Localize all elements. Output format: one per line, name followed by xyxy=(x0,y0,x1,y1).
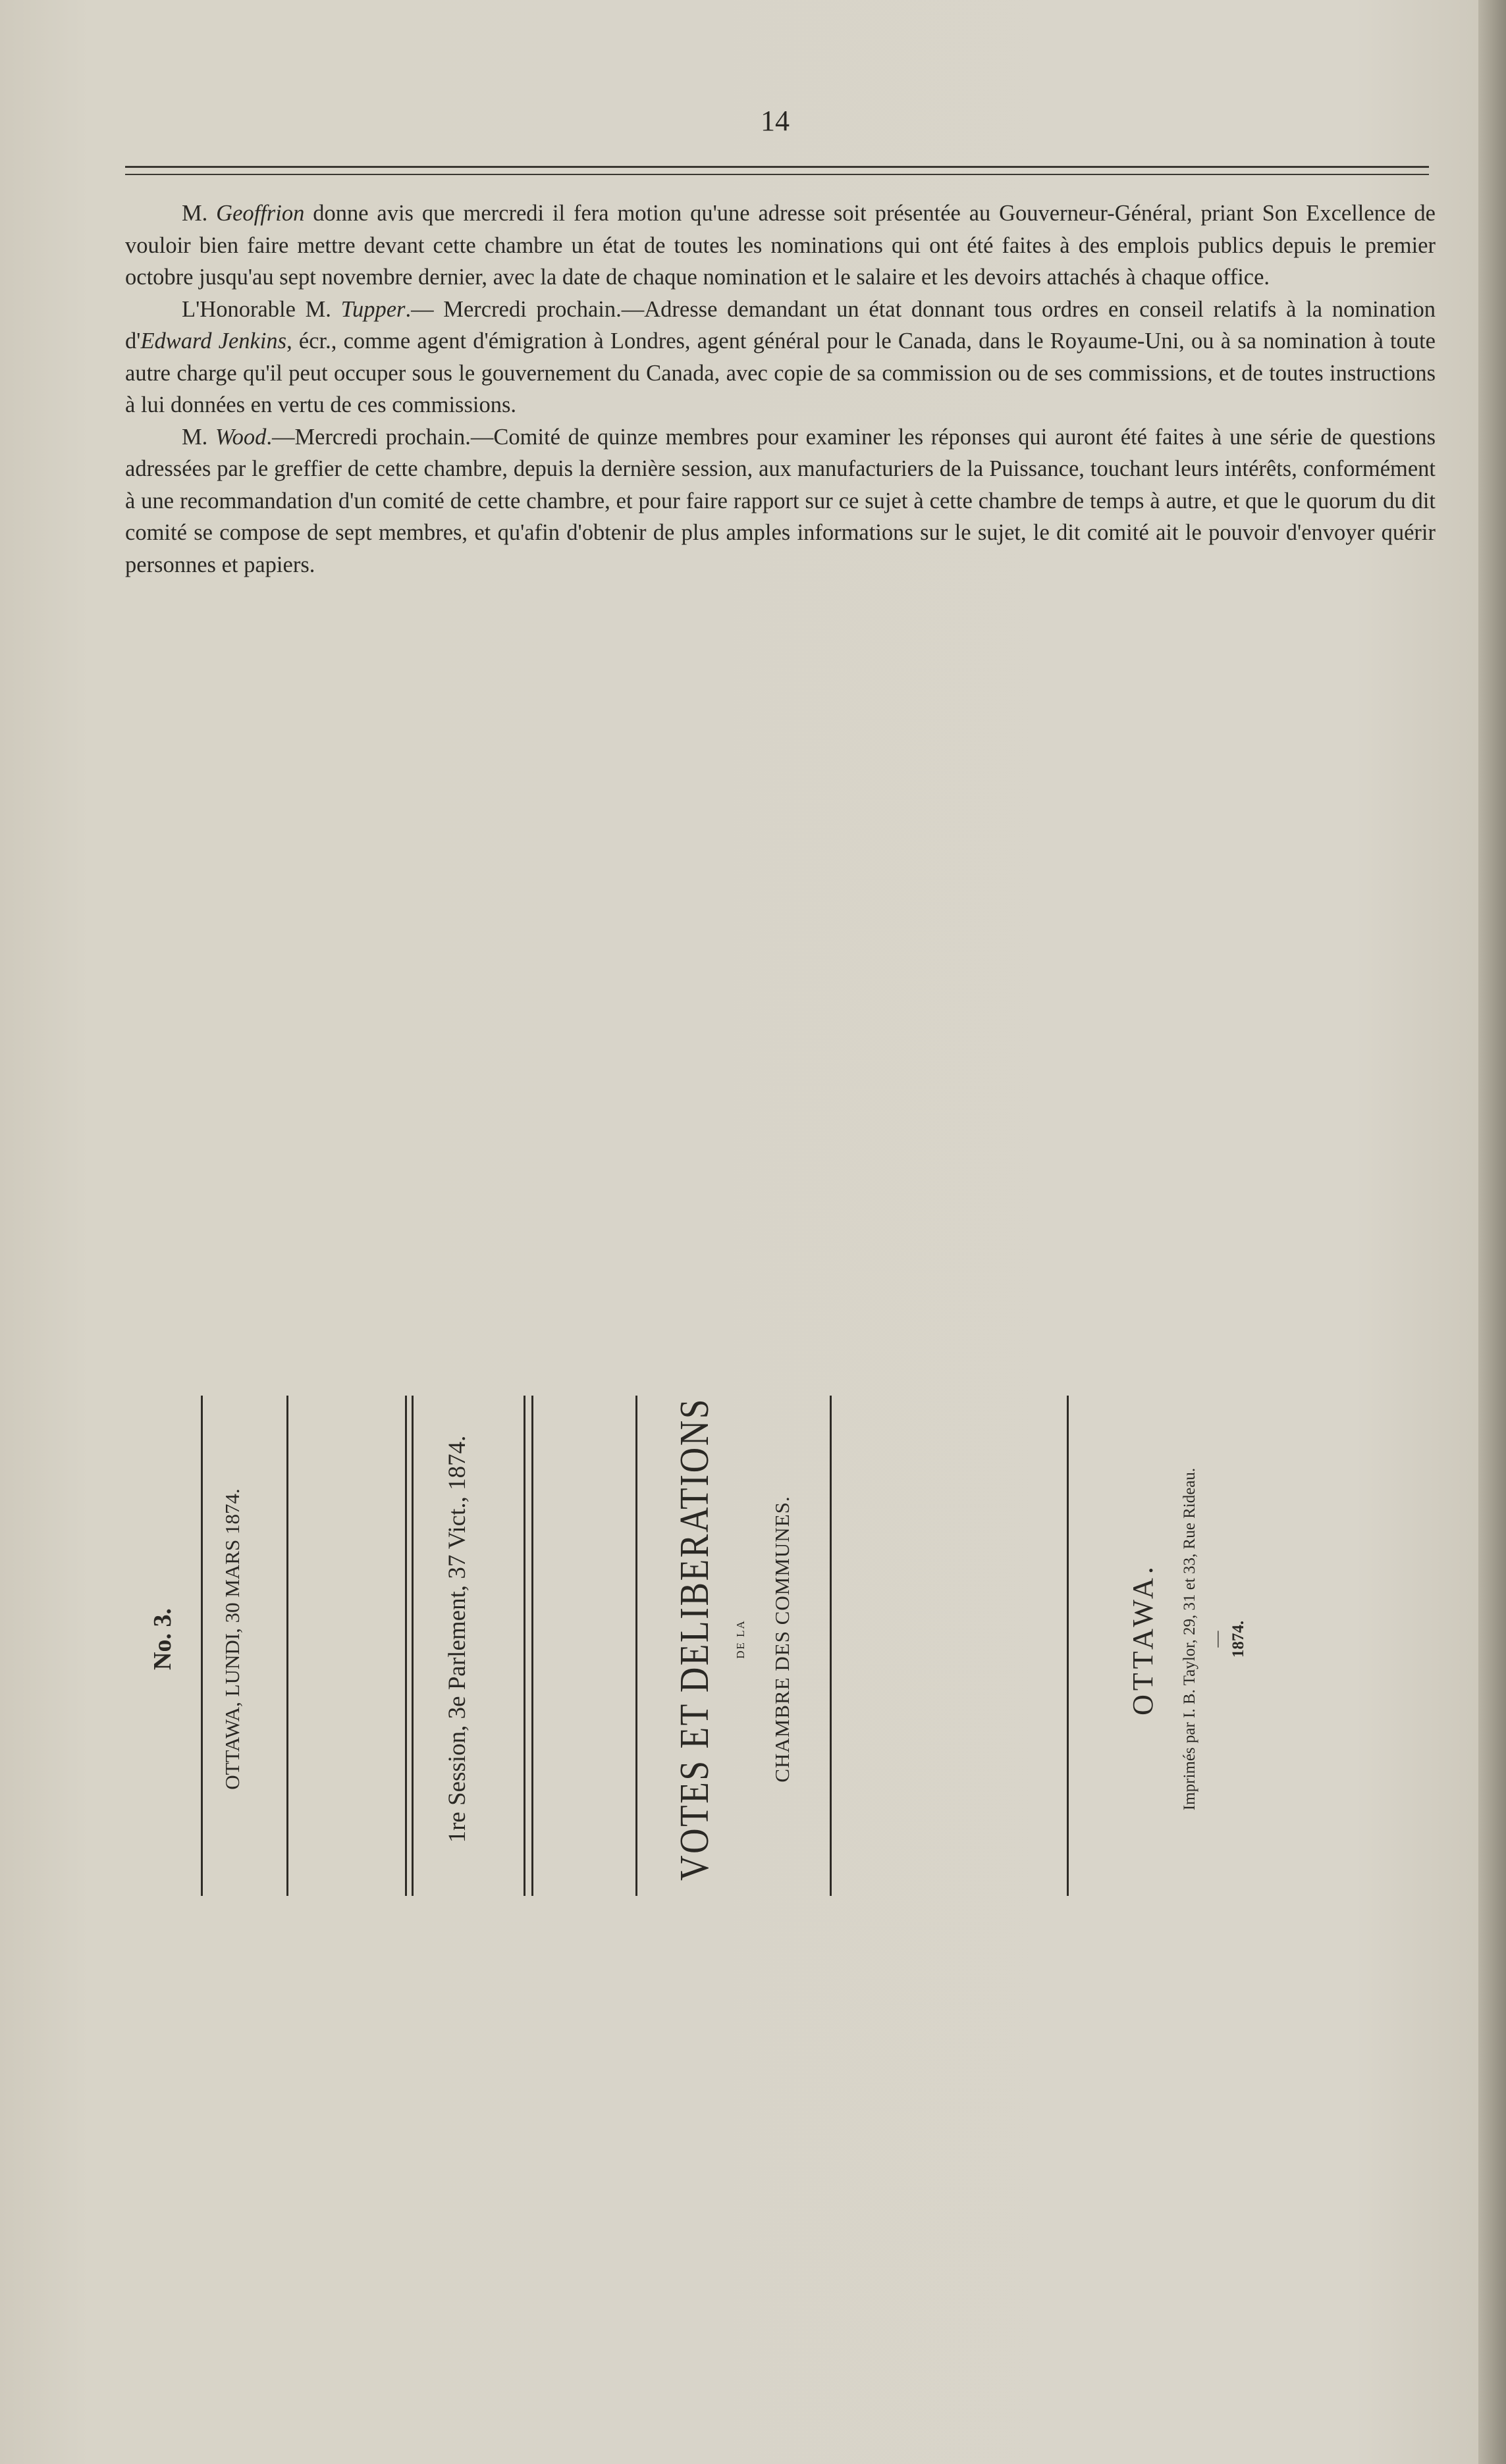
member-name: Wood xyxy=(215,424,267,450)
member-name: Geoffrion xyxy=(216,201,305,226)
page-number: 14 xyxy=(761,105,790,137)
divider-rule xyxy=(286,1396,288,1896)
notice-paragraph-tupper: L'Honorable M. Tupper.— Mercredi prochain.—Adresse demandant un état donnant tous ordres en conseil relatifs à la nomination d'Edward Jenkins, écr., comme agent d'émigration à Londres, agent général pour le Canada, dans le Royaume-Uni, ou à sa nomination à toute autre charge qu'il peut occuper sous le gouvernement du Canada, avec copie de sa commission ou de ses commissions, et de toutes instructions à lui données en vertu de ces commissions. xyxy=(125,296,1436,417)
printer-dash: — xyxy=(1208,1631,1226,1648)
person-name: Edward Jenkins xyxy=(140,328,287,354)
divider-rule xyxy=(531,1396,533,1896)
notices-body xyxy=(125,197,1436,581)
notice-paragraph-wood: M. Wood.—Mercredi prochain.—Comité de quinze membres pour examiner les réponses qui auront été faites à une série de questions adressées par le greffier de cette chambre, depuis la dernière session, aux manufacturiers de la Puissance, touchant leurs intérêts, conformément à une recommandation d'un comité de cette chambre, et pour faire rapport sur ce sujet à cette chambre de temps à autre, et que le quorum du dit comité se compose de sept membres, et qu'afin d'obtenir de plus amples informations sur le sujet, le dit comité ait le pouvoir d'envoyer quérir personnes et papiers. xyxy=(125,424,1436,577)
rotated-title-page xyxy=(128,1356,1436,1922)
issue-date: OTTAWA, LUNDI, 30 MARS 1874. xyxy=(221,1488,244,1790)
document-title: VOTES ET DELIBERATIONS xyxy=(672,1397,717,1881)
header-rule xyxy=(125,166,1429,168)
notice-paragraph-geoffrion: M. Geoffrion donne avis que mercredi il fera motion qu'une adresse soit présentée au Gouverneur-Général, priant Son Excellence de vouloir bien faire mettre devant cette chambre un état de toutes les nominations qui ont été faites à des emplois publics depuis le premier octobre jusqu'au sept novembre dernier, avec la date de chaque nomination et le salaire et les devoirs attachés à chaque office. xyxy=(125,201,1436,290)
issue-number: No. 3. xyxy=(149,1608,176,1670)
session-line: 1re Session, 3e Parlement, 37 Vict., 1874. xyxy=(444,1435,471,1843)
member-name: Tupper xyxy=(340,296,406,322)
header-rule-thin xyxy=(125,174,1429,175)
divider-rule xyxy=(524,1396,525,1896)
title-connector: DE LA xyxy=(734,1619,747,1659)
divider-rule xyxy=(1067,1396,1069,1896)
divider-rule xyxy=(201,1396,203,1896)
divider-rule xyxy=(635,1396,637,1896)
place-of-publication: OTTAWA. xyxy=(1127,1563,1159,1716)
divider-rule xyxy=(830,1396,832,1896)
chamber-name: CHAMBRE DES COMMUNES. xyxy=(770,1496,793,1783)
printer-line: Imprimés par I. B. Taylor, 29, 31 et 33, Rue Rideau. xyxy=(1181,1467,1198,1811)
publication-year: 1874. xyxy=(1229,1620,1247,1658)
divider-rule xyxy=(412,1396,414,1896)
binding-edge xyxy=(1478,0,1506,2464)
divider-rule xyxy=(405,1396,407,1896)
